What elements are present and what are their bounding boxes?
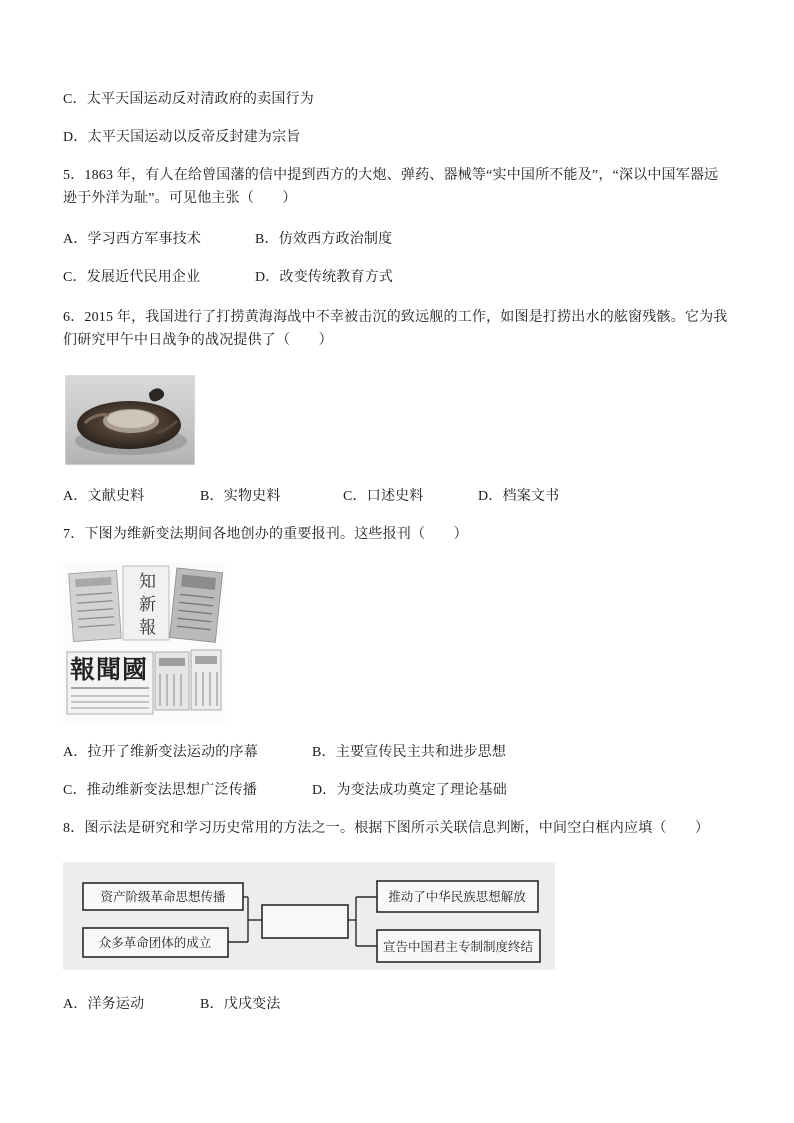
right-box-1-text: 推动了中华民族思想解放 — [388, 889, 526, 904]
q4-option-c: C．太平天国运动反对清政府的卖国行为 — [63, 92, 314, 107]
right-box-2-text: 宣告中国君主专制制度终结 — [382, 939, 534, 954]
q7-option-c: C．推动维新变法思想广泛传播 — [63, 783, 258, 798]
q7-option-b: B．主要宣传民主共和进步思想 — [312, 745, 507, 760]
left-box-1-text: 资产阶级革命思想传播 — [100, 889, 226, 904]
newspaper-masthead-guowenbao: 報聞國 — [70, 655, 149, 684]
q8-option-a: A．洋务运动 — [63, 997, 145, 1012]
q5-option-a: A．学习西方军事技术 — [63, 232, 202, 247]
q6-option-c: C．口述史料 — [343, 489, 424, 504]
q6-stem-line-2: 们研究甲午中日战争的战况提供了（ ） — [63, 333, 333, 348]
porthole-fragment-image — [65, 375, 195, 465]
relationship-diagram-svg — [63, 862, 555, 970]
q5-option-b: B．仿效西方政治制度 — [255, 232, 393, 247]
left-box-2-text: 众多革命团体的成立 — [98, 935, 212, 950]
porthole-fragment-photo — [65, 375, 195, 465]
q5-option-c: C．发展近代民用企业 — [63, 270, 201, 285]
q7-option-d: D．为变法成功奠定了理论基础 — [312, 783, 507, 798]
q6-stem-line-1: 6．2015 年，我国进行了打捞黄海海战中不幸被击沉的致远舰的工作，如图是打捞出水的舷窗残骸。它为我 — [63, 310, 728, 325]
reform-newspapers-photo — [63, 562, 225, 725]
q4-option-d: D．太平天国运动以反帝反封建为宗旨 — [63, 130, 301, 145]
q8-stem: 8．图示法是研究和学习历史常用的方法之一。根据下图所示关联信息判断，中间空白框内应填（ ） — [63, 821, 710, 836]
q5-option-d: D．改变传统教育方式 — [255, 270, 394, 285]
q5-stem-line-1: 5．1863 年，有人在给曾国藩的信中提到西方的大炮、弹药、器械等“实中国所不能及”，“深以中国军器远 — [63, 168, 719, 183]
q6-option-d: D．档案文书 — [478, 489, 560, 504]
q6-option-a: A．文献史料 — [63, 489, 145, 504]
q6-option-b: B．实物史料 — [200, 489, 281, 504]
center-blank-box — [262, 905, 348, 938]
relationship-diagram — [63, 862, 555, 970]
q7-stem: 7．下图为维新变法期间各地创办的重要报刊。这些报刊（ ） — [63, 527, 468, 542]
q7-option-a: A．拉开了维新变法运动的序幕 — [63, 745, 258, 760]
q8-option-b: B．戊戌变法 — [200, 997, 281, 1012]
newspaper-masthead-zhixinbao: 知新報 — [135, 572, 155, 641]
q5-stem-line-2: 逊于外洋为耻”。可见他主张（ ） — [63, 191, 297, 206]
